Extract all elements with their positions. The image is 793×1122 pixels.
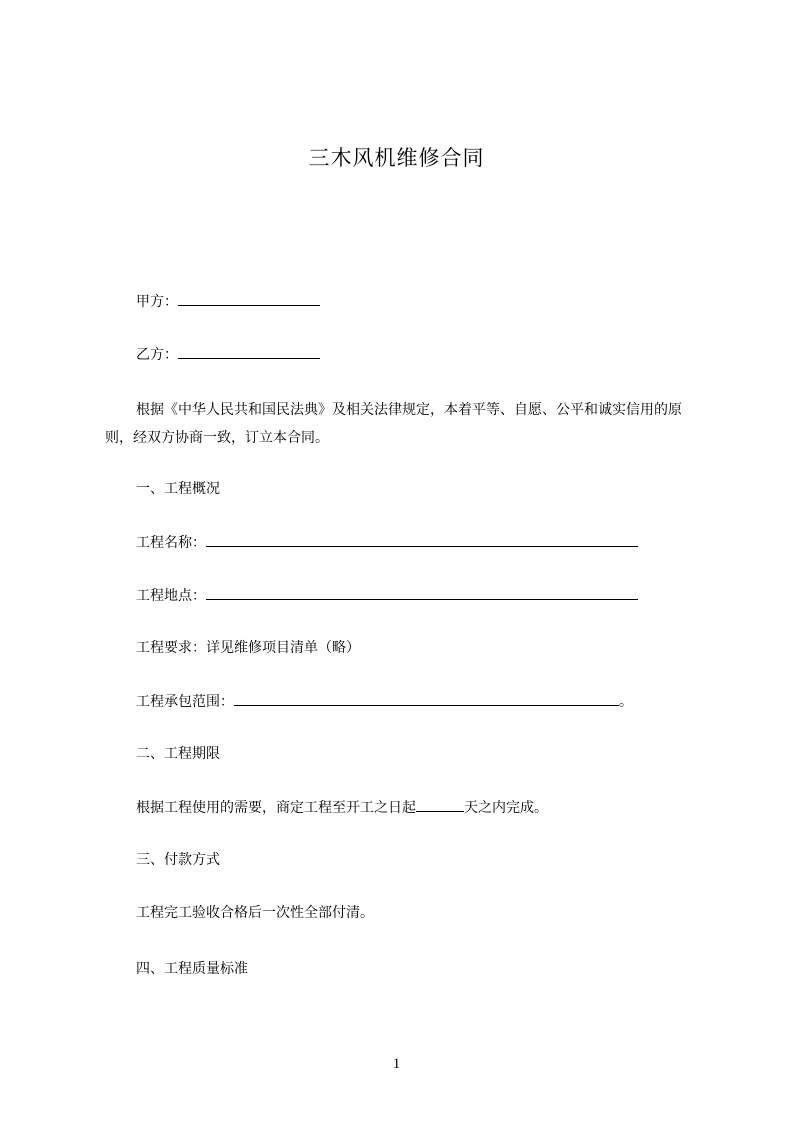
project-location-blank: [206, 585, 638, 600]
document-title: 三木风机维修合同: [308, 146, 485, 170]
period-line: [136, 797, 548, 818]
project-scope-label: 工程承包范围：: [136, 694, 234, 710]
party-a-line: [136, 291, 320, 312]
project-name-label: 工程名称：: [136, 535, 206, 551]
period-text-before: 根据工程使用的需要，商定工程至开工之日起: [136, 800, 416, 816]
section-4-heading: 四、工程质量标准: [136, 961, 248, 977]
project-name-blank: [206, 532, 638, 547]
project-requirements-line: 工程要求：详见维修项目清单（略）: [136, 640, 360, 656]
party-a-blank: [178, 291, 320, 306]
project-scope-end: 。: [619, 694, 633, 710]
project-location-label: 工程地点：: [136, 588, 206, 604]
party-b-blank: [178, 344, 320, 359]
preamble-paragraph: 根据《中华人民共和国民法典》及相关法律规定，本着平等、自愿、公平和诚实信用的原则，经双方协商一致，订立本合同。: [105, 402, 682, 446]
section-3-heading: 三、付款方式: [136, 852, 220, 868]
project-location-line: [136, 585, 638, 606]
party-b-label: 乙方：: [136, 347, 178, 363]
project-scope-line: [136, 691, 633, 712]
section-2-heading: 二、工程期限: [136, 746, 220, 762]
party-b-line: [136, 344, 320, 365]
section-1-heading: 一、工程概况: [136, 481, 220, 497]
party-a-label: 甲方：: [136, 294, 178, 310]
period-days-blank: [416, 797, 464, 812]
page-number: 1: [392, 1056, 401, 1072]
period-text-after: 天之内完成。: [464, 800, 548, 816]
project-name-line: [136, 532, 638, 553]
payment-line: 工程完工验收合格后一次性全部付清。: [136, 905, 374, 921]
project-scope-blank: [234, 691, 619, 706]
